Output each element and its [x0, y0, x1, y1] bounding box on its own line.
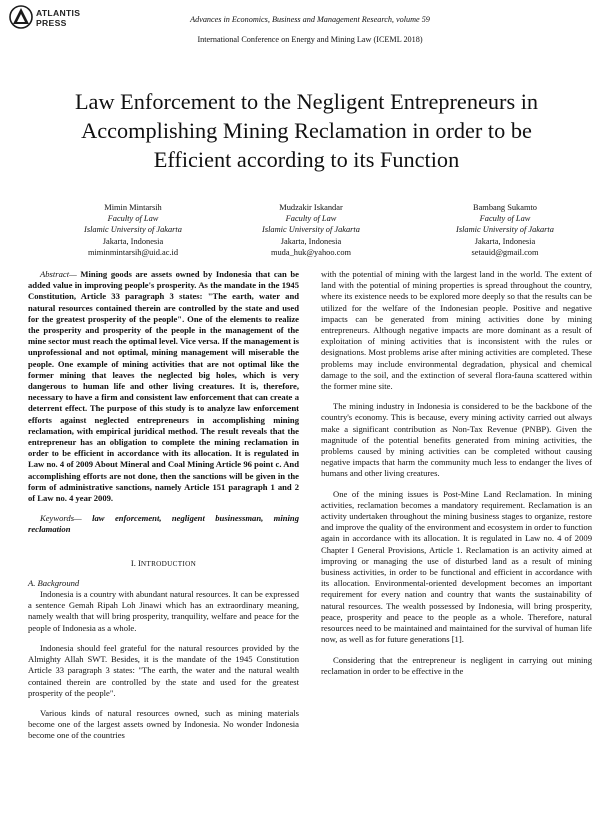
author-email[interactable]: setauid@gmail.com: [471, 247, 539, 257]
body-paragraph: One of the mining issues is Post-Mine Land Reclamation. In mining activities, reclamation becomes a mandatory requirement. Reclamation is an activity undertaken throughout the mining business stages to organize, restore and improve the quality of the environment and ecosystem in order to function again in accordance with its allocation. It is regulated in Law no. 4 of 2009 Chapter I General Provisions, Article 1. Reclamation is an activity aimed at improving or managing the use of disturbed land as a result of mining business activities, in order to be functional and efficient in accordance with its allocation. Environmental-oriented development becomes an important requirement for every nation and country that wants the sustainability of natural resources. The wealth possessed by Indonesia, will bring prosperity, peace, prosperity and peace to the people as a whole. Therefore, natural resources need to be maintained and maintained for the survival of human life now, as well as for future generations [1].: [321, 488, 592, 645]
publisher-name-line2: PRESS: [36, 18, 67, 28]
section-first-letter: I: [138, 557, 141, 568]
keywords-text: law enforcement, negligent businessman, mining reclamation: [28, 513, 299, 535]
author-dept: Faculty of Law: [107, 214, 159, 224]
paper-title: [20, 87, 593, 174]
title-line: Law Enforcement to the Negligent Entrepreneurs in: [74, 89, 539, 114]
title-line: Efficient according to its Function: [153, 147, 460, 172]
author-block: [48, 202, 218, 258]
publisher-name-line1: ATLANTIS: [36, 8, 81, 18]
author-university: Islamic University of Jakarta: [262, 225, 360, 235]
author-email[interactable]: miminmintarsih@uid.ac.id: [87, 247, 179, 257]
body-paragraph: Various kinds of natural resources owned, such as mining materials become one of the largest assets owned by Indonesia. No wonder Indonesia become one of the countries: [28, 707, 299, 741]
author-block: [420, 202, 590, 258]
abstract: [28, 269, 299, 504]
author-dept: Faculty of Law: [285, 214, 337, 224]
author-name: Mudzakir Iskandar: [279, 203, 343, 212]
author-block: [226, 202, 396, 258]
author-email[interactable]: muda_huk@yahoo.com: [270, 247, 352, 257]
abstract-text: Mining goods are assets owned by Indonesia that can be added value in improving people's prosperity. As the mandate in the 1945 Constitution, Article 33 paragraph 3 states: "The earth, water and natural resources contained therein are controlled by the state and used for the greatest prosperity of the people". One of the elements to realize the prosperity and prosperity of the people in the management of the mine sector must reach the optimal level. Vice versa. If the management is unprofessional and not optimal, mining management will miserable the people. One example of mining activities that are not optimal like the former mining that leaves the neglected big holes, which is very dangerous to human life and other living creatures. It is, therefore, necessary to have a firm and consistent law enforcement that can create a deterrent effect. The purpose of this study is to analyze law enforcement efforts against neglected entrepreneurs in accomplishing mining reclamation, with empirical juridical method. The result reveals that the entrepreneur has an obligation to complete the mining reclamation in order to be efficient in accordance with its allocation. It is regulated in Law no. 4 of 2009 About Mineral and Coal Mining Article 96 point c. And accomplishing efforts are not done, then the sanctions will be given in the form of administrative sanctions, namely Article 151 paragraph 1 and 2 of Law no. 4 year 2009.: [28, 269, 299, 504]
author-name: Mimin Mintarsih: [104, 203, 162, 212]
author-city: Jakarta, Indonesia: [280, 236, 342, 246]
author-city: Jakarta, Indonesia: [474, 236, 536, 246]
body-paragraph: Considering that the entrepreneur is negligent in carrying out mining reclamation in order to be effective in the: [321, 654, 592, 676]
section-number: I.: [130, 557, 136, 568]
title-line: Accomplishing Mining Reclamation in order to be: [81, 118, 532, 143]
author-university: Islamic University of Jakarta: [84, 225, 182, 235]
body-paragraph: The mining industry in Indonesia is considered to be the backbone of the country's economy. This is because, every mining activity carried out always make a significant contribution as Non-Tax Revenue (PNBP). Given the magnitude of the potential benefits generated from mining activities, the problems caused by mining activities can be completed without causing negative impacts that harm the community much less to endanger the lives of humans and other living creatures.: [321, 401, 592, 479]
subsection-heading: A. Background: [28, 577, 80, 588]
atlantis-press-logo-icon: [8, 4, 34, 30]
left-column: [28, 269, 299, 742]
section-heading: [28, 558, 299, 570]
body-paragraph: with the potential of mining with the largest land in the world. The extent of land with the potential of mining properties is spread throughout the country, where its existence needs to be explored more deeply so that the results can be utilized for the welfare of the Indonesian people. Positive and negative impacts can be generated from mining activities done by mining entrepreneurs. Although negative impacts are more dominant as a result of exploitation of mining activities that is inconsistent with the rules or designations. Most problems arise after mining activities are completed. These problems may include environmental degradation, physical and chemical damage to the soil, and the extinction of several flora-fauna scattered within the former mine site.: [321, 269, 592, 392]
publisher-logo: [8, 4, 98, 34]
author-university: Islamic University of Jakarta: [456, 225, 554, 235]
keywords-label: Keywords—: [40, 513, 82, 524]
body-paragraph: Indonesia is a country with abundant natural resources. It can be expressed a sentence Gemah Ripah Loh Jinawi which has an extraordinary meaning, namely wealth that will bring prosperity, tranquility, welfare and peace for the people of Indonesia as a whole.: [28, 589, 299, 633]
abstract-label: Abstract—: [40, 269, 77, 279]
section-title-rest: NTRODUCTION: [140, 559, 197, 568]
journal-running-head: Advances in Economics, Business and Management Research, volume 59: [190, 15, 430, 24]
right-column: [321, 269, 592, 677]
body-paragraph: Indonesia should feel grateful for the natural resources provided by the Almighty Allah SWT. Besides, it is the mandate of the 1945 Constitution Article 33 paragraph 3 states: "The earth, the water and the natural wealth contained therein are controlled by the state and used for the greatest prosperity of the people".: [28, 642, 299, 698]
author-city: Jakarta, Indonesia: [102, 236, 164, 246]
conference-running-head: International Conference on Energy and Mining Law (ICEML 2018): [197, 35, 423, 44]
author-name: Bambang Sukamto: [473, 203, 537, 212]
author-dept: Faculty of Law: [479, 214, 531, 224]
keywords: [28, 513, 299, 535]
